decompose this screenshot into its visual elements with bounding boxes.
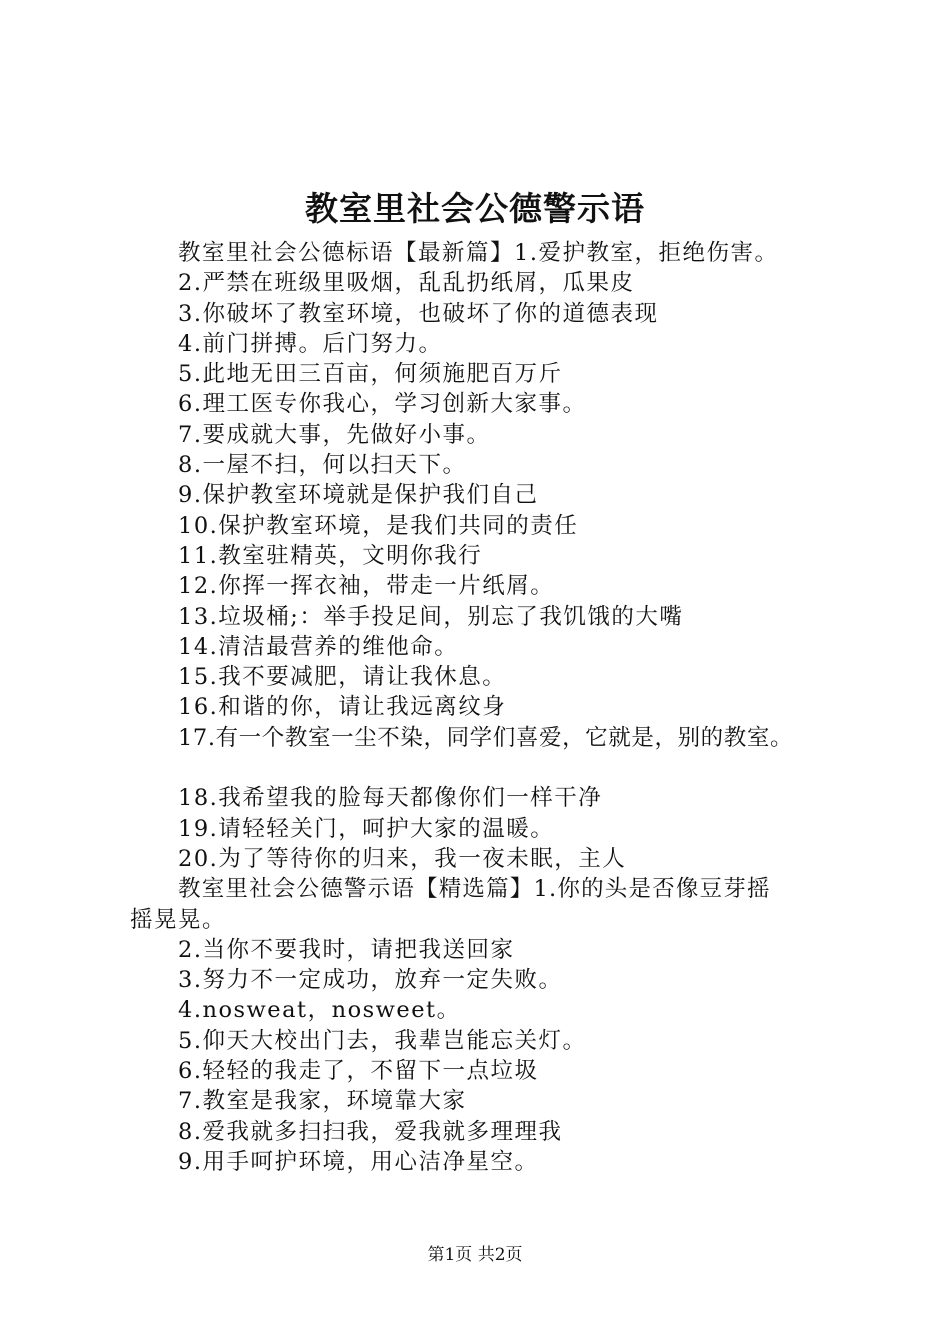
text-line: 9.用手呵护环境，用心洁净星空。 bbox=[178, 1148, 539, 1175]
section-heading-continuation: 摇晃晃。 bbox=[130, 906, 227, 933]
text-line: 3.努力不一定成功，放弃一定失败。 bbox=[178, 967, 563, 994]
text-line: 5.此地无田三百亩，何须施肥百万斤 bbox=[178, 361, 563, 388]
text-line: 4.前门拼搏。后门努力。 bbox=[178, 330, 443, 357]
text-line: 5.仰天大校出门去，我辈岂能忘关灯。 bbox=[178, 1027, 587, 1054]
text-line: 6.轻轻的我走了，不留下一点垃圾 bbox=[178, 1058, 539, 1085]
text-line: 7.要成就大事，先做好小事。 bbox=[178, 421, 491, 448]
text-line: 12.你挥一挥衣袖，带走一片纸屑。 bbox=[178, 573, 555, 600]
text-line: 2.当你不要我时，请把我送回家 bbox=[178, 936, 515, 963]
text-line: 10.保护教室环境，是我们共同的责任 bbox=[178, 512, 579, 539]
section-heading-line: 教室里社会公德警示语【精选篇】1.你的头是否像豆芽摇 bbox=[178, 876, 771, 903]
page-footer: 第1页 共2页 bbox=[427, 1245, 523, 1265]
text-line: 8.爱我就多扫扫我，爱我就多理理我 bbox=[178, 1118, 563, 1145]
text-line: 9.保护教室环境就是保护我们自己 bbox=[178, 482, 539, 509]
text-line: 4.nosweat，nosweet。 bbox=[178, 997, 461, 1024]
text-line: 15.我不要减肥，请让我休息。 bbox=[178, 664, 507, 691]
text-line: 6.理工医专你我心，学习创新大家事。 bbox=[178, 391, 587, 418]
text-line: 7.教室是我家，环境靠大家 bbox=[178, 1088, 467, 1115]
text-line: 教室里社会公德标语【最新篇】1.爱护教室，拒绝伤害。 bbox=[178, 240, 779, 266]
text-line: 11.教室驻精英，文明你我行 bbox=[178, 542, 483, 569]
text-line: 13.垃圾桶;：举手投足间，别忘了我饥饿的大嘴 bbox=[178, 603, 684, 630]
text-line: 17.有一个教室一尘不染，同学们喜爱，它就是，别的教室。 bbox=[178, 724, 794, 751]
document-title: 教室里社会公德警示语 bbox=[305, 189, 645, 228]
text-line: 20.为了等待你的归来，我一夜未眠，主人 bbox=[178, 845, 627, 872]
text-line: 19.请轻轻关门，呵护大家的温暖。 bbox=[178, 815, 555, 842]
text-line: 18.我希望我的脸每天都像你们一样干净 bbox=[178, 785, 603, 812]
text-line: 16.和谐的你，请让我远离纹身 bbox=[178, 694, 507, 721]
text-line: 14.清洁最营养的维他命。 bbox=[178, 633, 459, 660]
text-line: 3.你破坏了教室环境，也破坏了你的道德表现 bbox=[178, 300, 659, 327]
text-line: 8.一屋不扫，何以扫天下。 bbox=[178, 452, 467, 479]
paragraph-gap bbox=[130, 753, 850, 783]
text-line: 2.严禁在班级里吸烟，乱乱扔纸屑，瓜果皮 bbox=[178, 270, 635, 297]
document-body bbox=[130, 238, 850, 1177]
